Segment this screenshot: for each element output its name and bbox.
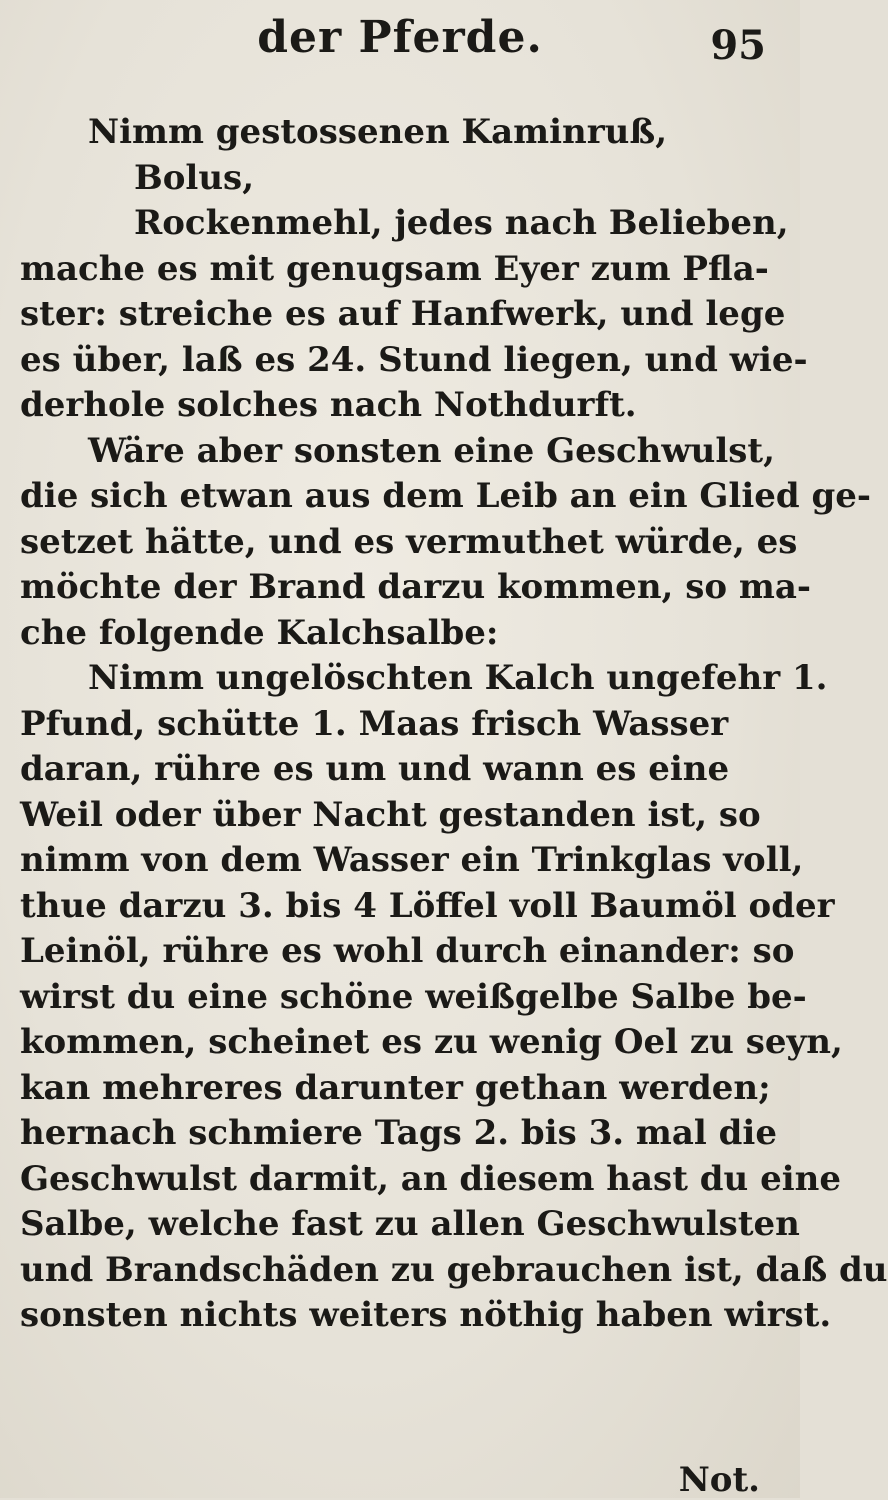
text-line: ster: streiche es auf Hanfwerk, und lege <box>20 294 786 334</box>
text-line: che folgende Kalchsalbe: <box>20 612 499 653</box>
text-line: kommen, scheinet es zu wenig Oel zu seyn, <box>20 1022 843 1062</box>
text-line: die sich etwan aus dem Leib an ein Glied ge- <box>20 476 871 516</box>
text-line: Pfund, schütte 1. Maas frisch Wasser <box>20 703 729 744</box>
text-line: Geschwulst darmit, an diesem hast du eine <box>20 1158 841 1199</box>
text-line: sonsten nichts weiters nöthig haben wirst. <box>20 1295 832 1335</box>
text-line: möchte der Brand darzu kommen, so ma- <box>20 567 811 607</box>
page-number: 95 <box>710 22 766 69</box>
text-line: wirst du eine schöne weißgelbe Salbe be- <box>20 976 807 1017</box>
running-head-title: der Pferde. <box>257 12 543 63</box>
text-line: mache es mit genugsam Eyer zum Pfla- <box>20 248 769 289</box>
text-line: derhole solches nach Nothdurft. <box>20 385 637 425</box>
text-line: es über, laß es 24. Stund liegen, und wie- <box>20 339 808 380</box>
text-line: Rockenmehl, jedes nach Belieben, <box>134 203 789 243</box>
running-head <box>0 8 800 68</box>
text-line: Nimm gestossenen Kaminruß, <box>88 112 668 152</box>
text-line: kan mehreres darunter gethan werden; <box>20 1067 771 1108</box>
text-line: thue darzu 3. bis 4 Löffel voll Baumöl oder <box>20 885 835 926</box>
text-line: Weil oder über Nacht gestanden ist, so <box>20 794 761 835</box>
text-line: hernach schmiere Tags 2. bis 3. mal die <box>20 1113 777 1153</box>
text-line: daran, rühre es um und wann es eine <box>20 749 730 789</box>
text-line: Nimm ungelöschten Kalch ungefehr 1. <box>88 658 828 698</box>
text-line: nimm von dem Wasser ein Trinkglas voll, <box>20 840 804 880</box>
text-line: Bolus, <box>134 157 255 198</box>
text-line: Leinöl, rühre es wohl durch einander: so <box>20 931 795 971</box>
text-line: und Brandschäden zu gebrauchen ist, daß du <box>20 1249 888 1290</box>
catchword: Not. <box>678 1460 760 1500</box>
text-line: Wäre aber sonsten eine Geschwulst, <box>88 430 775 471</box>
body-text <box>20 110 888 1339</box>
text-line: Salbe, welche fast zu allen Geschwulsten <box>20 1204 800 1244</box>
text-line: setzet hätte, und es vermuthet würde, es <box>20 521 798 562</box>
